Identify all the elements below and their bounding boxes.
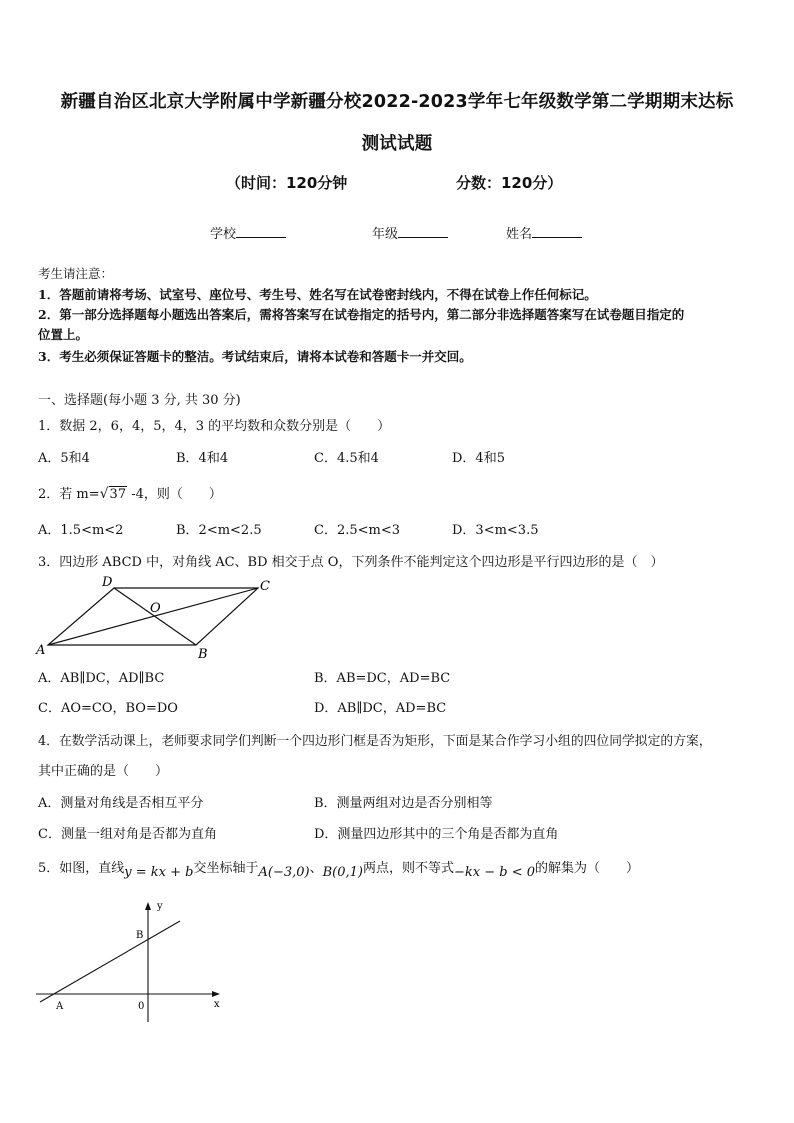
q4-option-a[interactable]: A．测量对角线是否相互平分 xyxy=(38,796,204,811)
q5-x-axis-arrow-icon xyxy=(212,991,220,997)
name-field xyxy=(506,223,582,242)
score-label: 分数：120分） xyxy=(456,174,563,192)
q5-stem-p2: 交坐标轴于 xyxy=(193,861,259,876)
notice-item-1: 1．答题前请将考场、试室号、座位号、考生号、姓名写在试卷密封线内，不得在试卷上作任何标记。 xyxy=(38,287,597,302)
q5-stem-p1: 5．如图，直线 xyxy=(38,861,125,876)
notice-item-2b: 位置上。 xyxy=(38,327,89,342)
q1-option-b[interactable]: B．4和4 xyxy=(176,451,229,466)
grade-label: 年级 xyxy=(372,227,399,242)
q5-label-origin: 0 xyxy=(138,1001,145,1012)
q2-option-a[interactable]: A．1.5<m<2 xyxy=(38,523,124,538)
q5-inequality: −kx − b < 0 xyxy=(454,865,536,880)
q2-stem-post: -4，则（ ） xyxy=(127,487,222,502)
q2-option-d[interactable]: D．3<m<3.5 xyxy=(452,523,539,538)
name-blank[interactable] xyxy=(532,225,582,238)
q5-stem xyxy=(38,857,763,880)
q3-option-c[interactable]: C．AO=CO，BO=DO xyxy=(38,701,178,716)
section-heading: 一、选择题(每小题 3 分, 共 30 分) xyxy=(38,393,241,408)
q4-option-b[interactable]: B．测量两组对边是否分别相等 xyxy=(314,796,493,811)
q1-stem: 1．数据 2，6，4，5，4，3 的平均数和众数分别是（ ） xyxy=(38,419,391,434)
q5-point-b: B(0,1) xyxy=(322,865,363,880)
school-label: 学校 xyxy=(210,227,237,242)
q5-graph-figure xyxy=(30,896,230,1028)
q3-parallelogram-figure xyxy=(30,572,280,664)
name-label: 姓名 xyxy=(506,227,533,242)
q3-option-a[interactable]: A．AB∥DC，AD∥BC xyxy=(38,671,165,686)
q3-option-b[interactable]: B．AB=DC，AD=BC xyxy=(314,671,451,686)
q1-option-d[interactable]: D．4和5 xyxy=(452,451,505,466)
q4-option-c[interactable]: C．测量一组对角是否都为直角 xyxy=(38,827,217,842)
time-label: （时间：120分钟 xyxy=(226,174,348,192)
q5-line-kx-b xyxy=(40,921,180,1002)
school-blank[interactable] xyxy=(236,225,286,238)
q5-label-b: B xyxy=(136,930,144,941)
q5-point-a: A(−3,0) xyxy=(258,865,310,880)
q4-stem-line1: 4．在数学活动课上，老师要求同学们判断一个四边形门框是否为矩形，下面是某合作学习小组的四位同学拟定的方案， xyxy=(38,734,712,749)
grade-field xyxy=(372,223,448,242)
exam-title-line2: 测试试题 xyxy=(361,134,433,154)
q5-label-x: x xyxy=(214,999,220,1010)
q2-stem: 2．若 m=√37 -4，则（ ） xyxy=(38,486,222,502)
q5-stem-sep: 、 xyxy=(309,861,323,876)
q4-option-d[interactable]: D．测量四边形其中的三个角是否都为直角 xyxy=(314,827,559,842)
q3-option-d[interactable]: D．AB∥DC，AD=BC xyxy=(314,701,447,716)
q5-stem-p3: 两点，则不等式 xyxy=(363,861,455,876)
q2-stem-pre: 2．若 m= xyxy=(38,487,100,502)
q3-label-c: C xyxy=(260,579,270,594)
exam-title-line1: 新疆自治区北京大学附属中学新疆分校2022-2023学年七年级数学第二学期期末达标 xyxy=(60,92,734,112)
q3-label-b: B xyxy=(198,647,208,662)
q4-stem-line2: 其中正确的是（ ） xyxy=(38,764,169,779)
notice-item-2a: 2．第一部分选择题每小题选出答案后，需将答案写在试卷指定的括号内，第二部分非选择题答案写在试卷题目指定的 xyxy=(38,307,685,322)
q3-diagonal-bd xyxy=(114,588,196,645)
q3-label-o: O xyxy=(150,601,161,616)
q2-radicand: 37 xyxy=(109,487,127,502)
q1-option-c[interactable]: C．4.5和4 xyxy=(314,451,379,466)
q5-y-axis-arrow-icon xyxy=(145,902,151,910)
notice-heading: 考生请注意： xyxy=(38,266,114,281)
q2-option-c[interactable]: C．2.5<m<3 xyxy=(314,523,401,538)
q3-label-d: D xyxy=(102,575,113,590)
notice-item-3: 3．考生必须保证答题卡的整洁。考试结束后，请将本试卷和答题卡一并交回。 xyxy=(38,349,472,364)
q3-stem: 3．四边形 ABCD 中，对角线 AC、BD 相交于点 O，下列条件不能判定这个四边形是平行四边形的是（ ） xyxy=(38,555,664,570)
q2-option-b[interactable]: B．2<m<2.5 xyxy=(176,523,262,538)
school-field xyxy=(210,223,286,242)
q5-line-equation: y = kx + b xyxy=(124,865,194,880)
q5-label-a: A xyxy=(56,1001,64,1012)
q3-label-a: A xyxy=(36,643,46,658)
q5-stem-p4: 的解集为（ ） xyxy=(535,861,640,876)
grade-blank[interactable] xyxy=(398,225,448,238)
q5-label-y: y xyxy=(157,901,163,912)
q1-option-a[interactable]: A．5和4 xyxy=(38,451,90,466)
